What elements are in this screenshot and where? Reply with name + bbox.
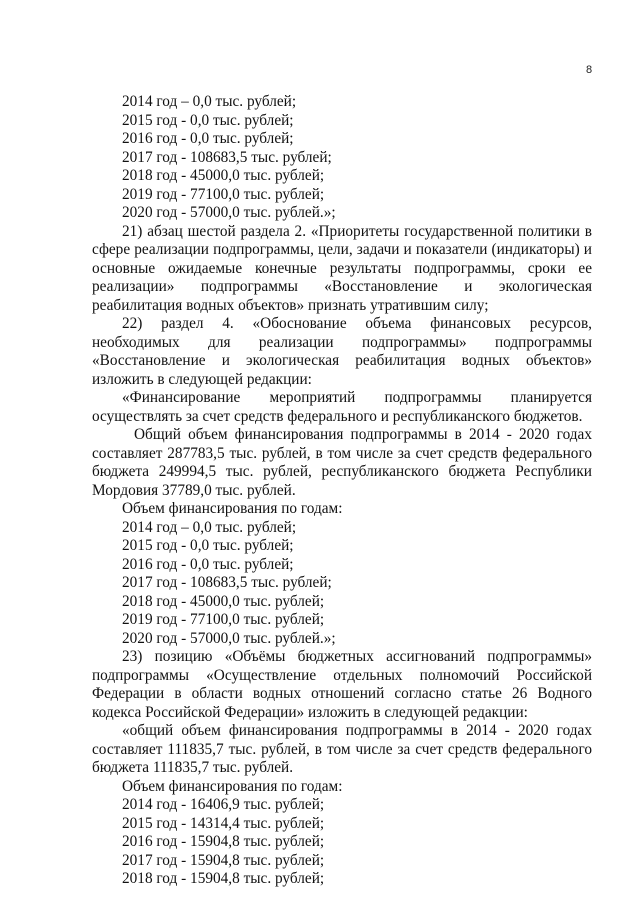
year-line: 2014 год – 0,0 тыс. рублей;	[122, 518, 297, 536]
funding-by-year-list-2	[92, 519, 592, 649]
year-line: 2017 год - 108683,5 тыс. рублей;	[122, 148, 332, 166]
paragraph-22: 22) раздел 4. «Обоснование объема финансовых ресурсов, необходимых для реализации подпрограммы» подпрограммы «Восстановление и экологическая реабилитация водных объектов» изложить в следующей редакции:	[92, 315, 592, 388]
by-years-heading-2: Объем финансирования по годам:	[122, 777, 343, 795]
year-line: 2016 год - 15904,8 тыс. рублей;	[122, 833, 325, 850]
year-line: 2015 год - 0,0 тыс. рублей;	[122, 111, 294, 129]
year-line: 2018 год - 15904,8 тыс. рублей;	[122, 870, 325, 887]
year-line: 2018 год - 45000,0 тыс. рублей;	[122, 167, 325, 184]
year-line: 2020 год - 57000,0 тыс. рублей.»;	[122, 204, 336, 221]
funding-by-year-list-1	[92, 93, 592, 223]
year-line: 2015 год - 14314,4 тыс. рублей;	[122, 814, 325, 832]
year-line: 2020 год - 57000,0 тыс. рублей.»;	[122, 629, 336, 647]
document-body	[92, 93, 592, 889]
year-line: 2019 год - 77100,0 тыс. рублей;	[122, 611, 325, 628]
quote-22-total: Общий объем финансирования подпрограммы в 2014 - 2020 годах составляет 287783,5 тыс. рублей, в том числе за счет средств федерального бюджета 249994,5 тыс. рублей, республиканского бюджета Республики Мордовия 37789,0 тыс. рублей.	[92, 426, 592, 499]
quote-23-total: «общий объем финансирования подпрограммы в 2014 - 2020 годах составляет 111835,7 тыс. рублей, в том числе за счет средств федерального бюджета 111835,7 тыс. рублей.	[92, 722, 592, 776]
quote-22-financing: «Финансирование мероприятий подпрограммы планируется осуществлять за счет средств федерального и республиканского бюджетов.	[92, 389, 592, 425]
paragraph-21: 21) абзац шестой раздела 2. «Приоритеты государственной политики в сфере реализации подпрограммы, цели, задачи и показатели (индикаторы) и основные ожидаемые конечные результаты подпрограммы, сроки ее реализации» подпрограммы «Восстановление и экологическая реабилитация водных объектов» признать утратившим силу;	[92, 222, 592, 314]
year-line: 2015 год - 0,0 тыс. рублей;	[122, 537, 294, 554]
by-years-heading-1: Объем финансирования по годам:	[122, 500, 343, 517]
year-line: 2016 год - 0,0 тыс. рублей;	[122, 130, 294, 147]
year-line: 2017 год - 108683,5 тыс. рублей;	[122, 574, 332, 591]
year-line: 2014 год - 16406,9 тыс. рублей;	[122, 796, 325, 813]
year-line: 2014 год – 0,0 тыс. рублей;	[122, 93, 297, 110]
year-line: 2016 год - 0,0 тыс. рублей;	[122, 555, 294, 573]
year-line: 2018 год - 45000,0 тыс. рублей;	[122, 592, 325, 610]
funding-by-year-list-3	[92, 796, 592, 889]
page-number: 8	[586, 64, 593, 76]
year-line: 2019 год - 77100,0 тыс. рублей;	[122, 185, 325, 203]
year-line: 2017 год - 15904,8 тыс. рублей;	[122, 851, 325, 869]
paragraph-23: 23) позицию «Объёмы бюджетных ассигнований подпрограммы» подпрограммы «Осуществление отдельных полномочий Российской Федерации в области водных отношений согласно статье 26 Водного кодекса Российской Федерации» изложить в следующей редакции:	[92, 648, 592, 721]
